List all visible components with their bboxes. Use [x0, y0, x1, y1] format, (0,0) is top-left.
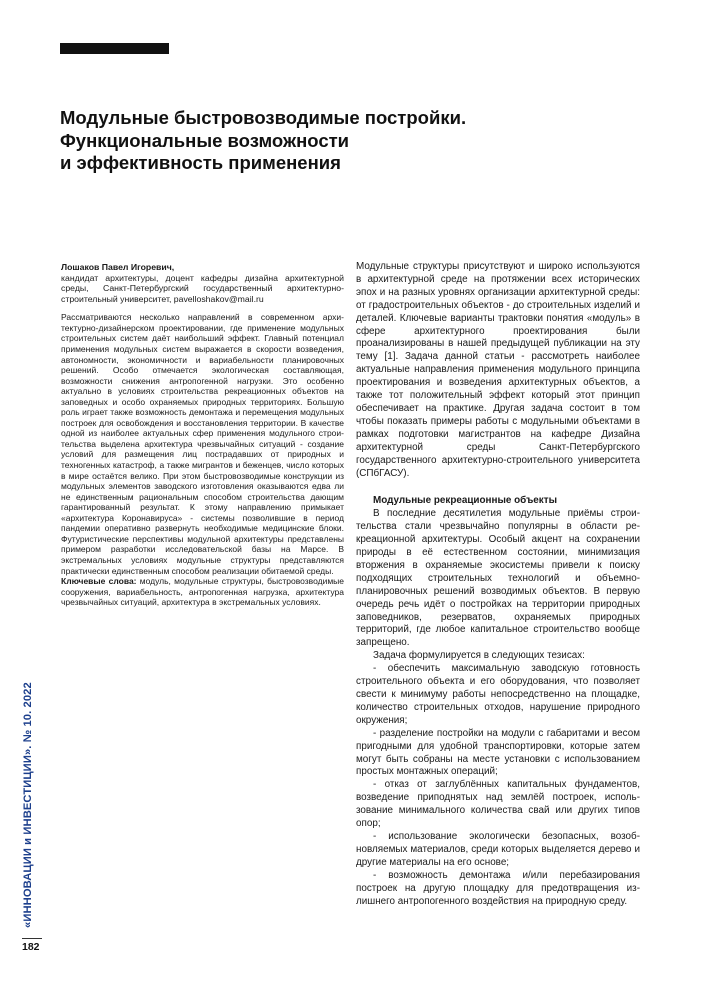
abstract: Рассматриваются несколько направлений в современном архитектурно-дизайнерском проектировании, где применение модульных строительных систем даёт наибольший эффект. Главный потенциал применения модульных систем выражается в скорости возведения, автономности, экономичности и вариабельности планировочных решений. Особо отмечается экологическая составляющая, возможности снижения антропогенной нагрузки. Это особенно актуально в условиях строительства рекреационных объектов на заповедных и особо охраняемых природных территориях. Большую роль играет также возможность демонтажа и перемещения модульных построек для освобождения и восстановления территории. В качестве одной из наиболее актуальных сфер применения модульного строительства выделена архитектура чрезвычайных ситуаций - создание условий для размещения лиц пострадавших от природных и техногенных катастроф, а также мигрантов и беженцев, число которых в мире остаётся велико. При этом быстровозводимые конструкции из модульных элементов заводского изготовления оказываются едва ли не единственным рациональным способом строительства дающим гарантированный результат. К этому направлению примыкает «архитектура Коронавируса» - системы позволившие в период пандемии оперативно развернуть необходимые медицинские блоки. Футуристические перспективы модульной архитектуры представлены примером разработки исследовательской базы на Марсе. В экстремальных условиях модульные структуры представляются практически единственным способом реализации обитаемой среды. [61, 312, 344, 576]
thesis-item: - использование экологически безопасных, возобновляемых материалов, среди которых выделяется дерево и другие материалы на его основе; [356, 830, 640, 868]
right-column [356, 261, 640, 908]
title-line-2: Функциональные возможности [60, 129, 350, 151]
thesis-item: - разделение постройки на модули с габаритами и весом пригодными для удобной транспортировки, которые затем могут быть собраны на месте установки с использованием простых монтажных операций; [356, 727, 640, 778]
thesis-item: - возможность демонтажа и/или перебазирования построек на другую площадку для предотвращения излишнего антропогенного воздействия на природную среду. [356, 869, 640, 907]
page-number-rule [22, 938, 42, 939]
article-title [60, 107, 580, 175]
thesis-intro: Задача формулируется в следующих тезисах: [373, 650, 585, 662]
keywords-label: Ключевые слова: [61, 576, 137, 587]
header-decorative-bar [60, 43, 169, 54]
author-affiliation: кандидат архитектуры, доцент кафедры дизайна архитектурной среды, Санкт-Петербургский государственный архитектурно-строительный университет, pavelloshakov@mail.ru [61, 272, 344, 304]
journal-running-title: «ИННОВАЦИИ и ИНВЕСТИЦИИ». № 10. 2022 [22, 682, 34, 928]
page-number: 182 [22, 941, 40, 953]
keywords-text: модуль, модульные структуры, быстровозводимые сооружения, вариабельность, антропогенная нагрузка, архитектура чрезвычайных ситуаций, архитектура в экстремальных условиях. [61, 576, 344, 608]
section-heading: Модульные рекреационные объекты [373, 495, 558, 507]
section-paragraph: В последние десятилетия модульные приёмы строительства стали чрезвычайно популярны в области рекреационной архитектуры. Особый акцент на сохранении природы в её естественном состоянии, минимизация вторжения в охраняемые экосистемы привели к поиску подходящих строительных технологий и объемно-планировочных решений возводимых объектов. В первую очередь речь идёт о постройках на территории природных заповедников, резерватов, охраняемых природных территорий, где любое капитальное строительство вообще запрещено. [356, 508, 640, 649]
author-name: Лошаков Павел Игоревич, [61, 262, 175, 272]
title-line-3: и эффективность применения [60, 152, 341, 173]
title-line-1: Модульные быстровозводимые постройки. [60, 107, 467, 128]
keywords [61, 576, 344, 608]
left-column [61, 262, 344, 608]
thesis-item: - обеспечить максимальную заводскую готовность строительного объекта и его оборудования, что позволяет свести к минимуму работы непосредственно на площадке, количество строительных отходов, нарушение природного окружения; [356, 663, 640, 726]
intro-paragraph: Модульные структуры присутствуют и широко используются в архитектурной среде на протяжении всех исторических эпох и на разных уровнях организации архитектурной среды: от градостроительных объектов - до строительных изделий и деталей. Ключевые варианты трактовки понятия «модуль» в сфере архитектурного проектирования были проанализированы в нашей предыдущей публикации на эту тему [1]. Задача данной статьи - рассмотреть наиболее актуальные направления применения модульного принципа проектирования и возведения архитектурных объектов, а также тот положительный эффект который этот принцип обеспечивает на практике. Другая задача состоит в том чтобы показать примеры работы с модульными объектами в рамках подготовки магистрантов на кафедре Дизайна архитектурной среды Санкт-Петербургского государственного архитектурно-строительного университета (СПбГАСУ). [356, 261, 640, 479]
thesis-item: - отказ от заглублённых капитальных фундаментов, возведение приподнятых над землёй построек, использование минимального количества свай или других типов опор; [356, 779, 640, 830]
